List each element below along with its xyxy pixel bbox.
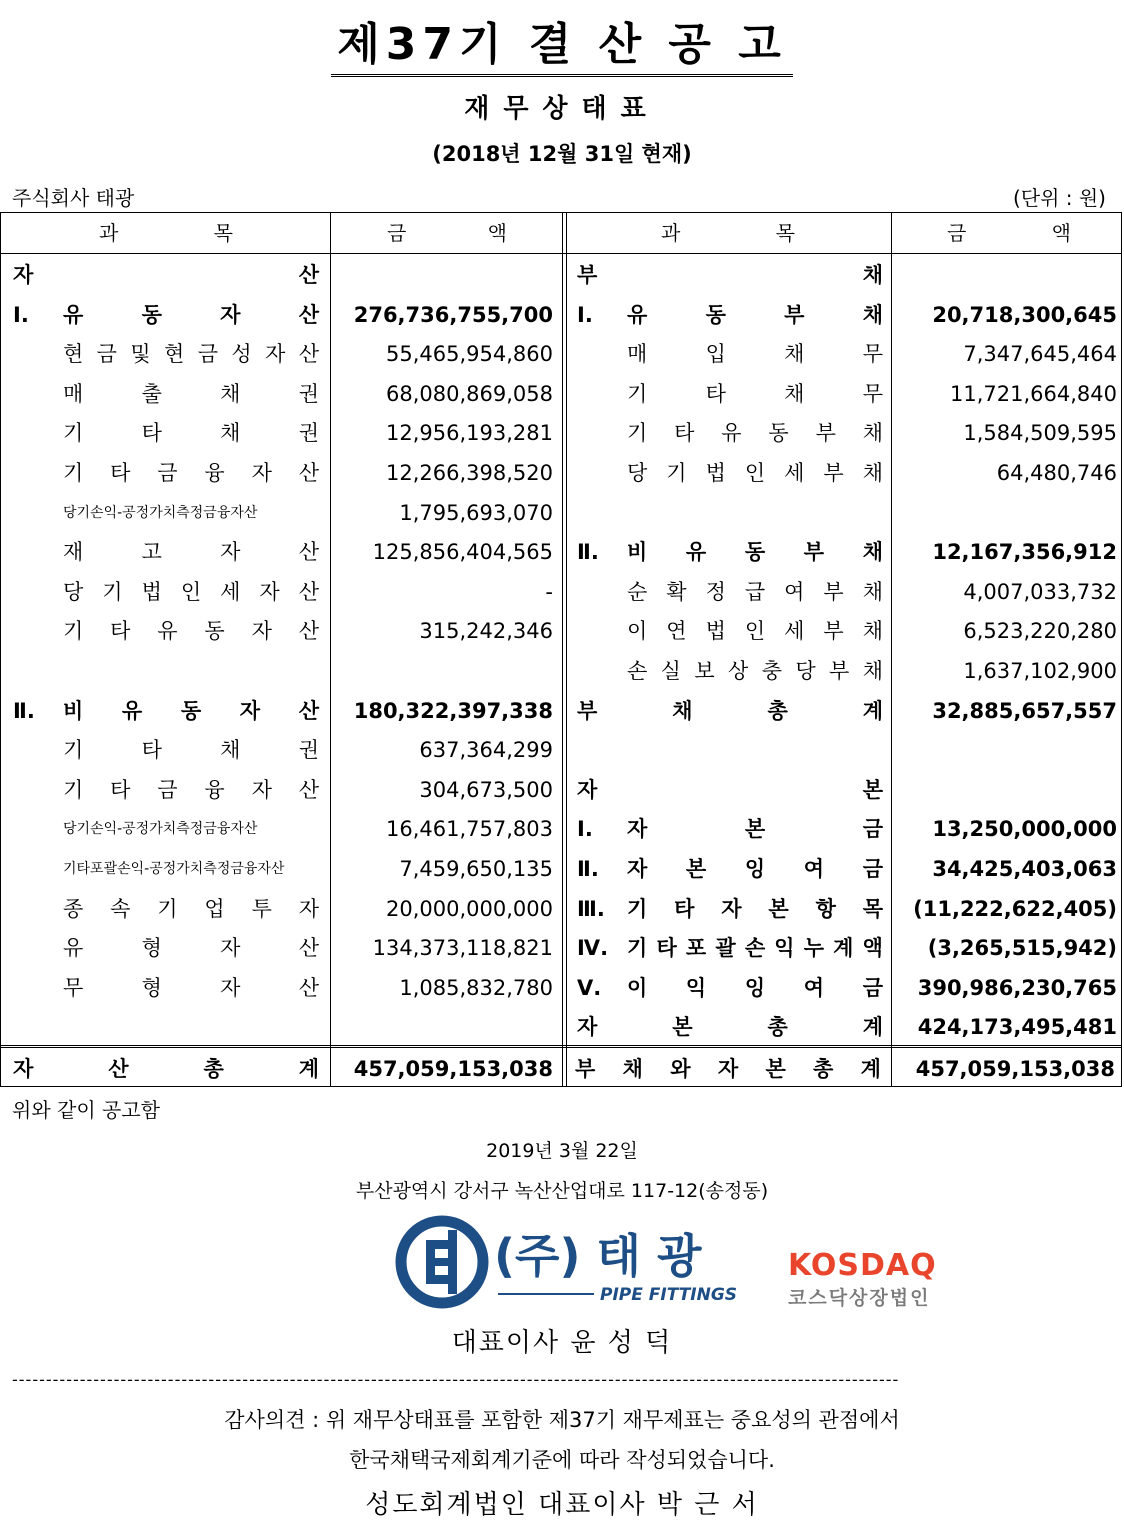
- statement-title: 재무상태표: [464, 94, 660, 124]
- left-row-label: 재 고 자 산: [63, 540, 319, 565]
- total-assets-label: 자 산 총 계: [13, 1057, 319, 1081]
- divider-line: -----------------------------------------------------------------------------------------------------------------------------------: [12, 1370, 900, 1389]
- right-row-number: Ⅱ.: [577, 857, 599, 881]
- left-row-label: 기 타 채 권: [63, 738, 319, 763]
- left-row-label: 무 형 자 산: [63, 975, 319, 1000]
- right-row-label: 기 타 자 본 항 목: [627, 896, 883, 921]
- right-row-amount: 6,523,220,280: [963, 619, 1117, 644]
- right-row-label: 기 타 채 무: [627, 381, 883, 406]
- right-row-number: Ⅳ.: [577, 936, 609, 961]
- ceo-name: 대표이사 윤 성 덕: [451, 1328, 673, 1358]
- left-row-label: 기 타 금 융 자 산: [63, 461, 319, 485]
- left-row-label: 현 금 및 현 금 성 자 산: [63, 342, 319, 367]
- left-row-label: 종 속 기 업 투 자: [63, 896, 319, 921]
- logo-sub-text: PIPE FITTINGS: [600, 1285, 738, 1305]
- right-row-amount: 32,885,657,557: [932, 698, 1117, 723]
- right-row-amount: (3,265,515,942): [927, 936, 1117, 961]
- company-logo: [390, 1210, 750, 1314]
- right-row-amount: 11,721,664,840: [950, 381, 1117, 406]
- right-row-label: 이 익 잉 여 금: [627, 975, 883, 1000]
- left-row-number: Ⅰ.: [13, 302, 29, 327]
- right-row-amount: (11,222,622,405): [913, 896, 1117, 921]
- right-row-label: 부 채: [577, 263, 883, 287]
- right-row-label: 자 본: [577, 777, 883, 802]
- right-row-amount: 4,007,033,732: [963, 579, 1117, 604]
- unit-label: (단위 : 원): [1012, 186, 1106, 210]
- statement-date: (2018년 12월 31일 현재): [432, 142, 692, 166]
- right-row-number: Ⅰ.: [577, 817, 593, 842]
- notice-date: 2019년 3월 22일: [486, 1140, 638, 1162]
- right-row-number: Ⅴ.: [577, 975, 602, 1000]
- left-row-number: Ⅱ.: [13, 698, 35, 723]
- right-row-label: 유 동 부 채: [627, 302, 883, 327]
- right-row-amount: 12,167,356,912: [932, 540, 1117, 565]
- right-row-amount: 20,718,300,645: [932, 302, 1117, 327]
- audit-opinion-line1: 감사의견 : 위 재무상태표를 포함한 제37기 재무제표는 중요성의 관점에서: [224, 1408, 900, 1432]
- left-row-amount: 20,000,000,000: [386, 896, 553, 921]
- right-row-label: 순 확 정 급 여 부 채: [627, 579, 883, 604]
- left-row-amount: 1,085,832,780: [399, 975, 553, 1000]
- right-row-amount: 34,425,403,063: [932, 857, 1117, 881]
- left-row-amount: 315,242,346: [419, 619, 553, 644]
- left-row-amount: 125,856,404,565: [372, 540, 553, 565]
- right-row-label: 손 실 보 상 충 당 부 채: [627, 659, 883, 683]
- company-address: 부산광역시 강서구 녹산산업대로 117-12(송정동): [355, 1180, 769, 1202]
- right-row-amount: 1,584,509,595: [963, 421, 1117, 446]
- left-row-label: 당기손익-공정가치측정금융자산: [63, 821, 258, 838]
- left-row-amount: 134,373,118,821: [372, 936, 553, 961]
- right-row-label: 기 타 포 괄 손 익 누 계 액: [627, 936, 883, 961]
- right-row-amount: 13,250,000,000: [932, 817, 1117, 842]
- right-row-amount: 424,173,495,481: [917, 1015, 1117, 1040]
- kosdaq-sub-text: 코스닥상장법인: [788, 1287, 931, 1309]
- left-row-label: 당기손익-공정가치측정금융자산: [63, 504, 258, 521]
- right-row-amount: 390,986,230,765: [917, 975, 1117, 1000]
- left-row-label: 유 형 자 산: [63, 936, 319, 961]
- right-row-label: 자 본 총 계: [577, 1015, 883, 1040]
- left-row-label: 기타포괄손익-공정가치측정금융자산: [63, 861, 285, 877]
- total-assets-amount: 457,059,153,038: [353, 1057, 553, 1081]
- left-row-label: 기 타 채 권: [63, 421, 319, 446]
- total-liab-equity-amount: 457,059,153,038: [915, 1057, 1115, 1081]
- right-row-number: Ⅱ.: [577, 540, 599, 565]
- left-row-label: 비 유 동 자 산: [63, 698, 319, 723]
- right-row-label: 자 본 금: [627, 817, 883, 842]
- right-row-label: 당 기 법 인 세 부 채: [627, 461, 883, 485]
- left-row-amount: 276,736,755,700: [353, 302, 553, 327]
- left-row-amount: 68,080,869,058: [386, 381, 553, 406]
- header-amount-right: 금 액: [947, 221, 1071, 245]
- left-row-amount: 16,461,757,803: [386, 817, 553, 842]
- audit-opinion-line2: 한국채택국제회계기준에 따라 작성되었습니다.: [349, 1448, 775, 1472]
- right-row-label: 기 타 유 동 부 채: [627, 421, 883, 446]
- right-row-label: 비 유 동 부 채: [627, 540, 883, 565]
- left-row-amount: 55,465,954,860: [386, 342, 553, 367]
- right-row-label: 이 연 법 인 세 부 채: [627, 619, 883, 644]
- left-row-label: 기 타 금 융 자 산: [63, 777, 319, 802]
- right-row-number: Ⅲ.: [577, 896, 605, 921]
- left-row-amount: 637,364,299: [419, 738, 553, 763]
- right-row-amount: 7,347,645,464: [963, 342, 1117, 367]
- left-row-amount: 12,266,398,520: [386, 461, 553, 485]
- balance-sheet-table: [0, 212, 1122, 1087]
- header-subject-right: 과 목: [661, 221, 795, 245]
- left-row-amount: -: [545, 579, 553, 604]
- kosdaq-text: KOSDAQ: [788, 1248, 937, 1283]
- right-row-amount: 1,637,102,900: [963, 659, 1117, 683]
- left-row-amount: 1,795,693,070: [399, 500, 553, 525]
- left-row-label: 자 산: [13, 263, 319, 287]
- total-liab-equity-label: 부 채 와 자 본 총 계: [575, 1057, 881, 1081]
- left-row-amount: 180,322,397,338: [353, 698, 553, 723]
- left-row-label: 당 기 법 인 세 자 산: [63, 579, 319, 604]
- left-row-label: 매 출 채 권: [63, 381, 319, 406]
- header-amount-left: 금 액: [387, 221, 507, 245]
- left-row-label: 유 동 자 산: [63, 302, 319, 327]
- notice-title: 제37기 결 산 공 고: [0, 18, 1124, 77]
- left-row-label: 기 타 유 동 자 산: [63, 619, 319, 644]
- right-row-label: 부 채 총 계: [577, 698, 883, 723]
- right-row-label: 매 입 채 무: [627, 342, 883, 367]
- left-row-amount: 304,673,500: [419, 777, 553, 802]
- company-name: 주식회사 태광: [12, 186, 135, 210]
- logo-main-text: (주) 태 광: [494, 1229, 702, 1283]
- header-subject-left: 과 목: [99, 221, 233, 245]
- right-row-number: Ⅰ.: [577, 302, 593, 327]
- notice-text: 위와 같이 공고함: [12, 1098, 160, 1122]
- kosdaq-badge: [788, 1248, 968, 1318]
- auditor-name: 성도회계법인 대표이사 박 근 서: [365, 1490, 759, 1520]
- right-row-amount: 64,480,746: [996, 461, 1117, 485]
- right-row-label: 자 본 잉 여 금: [627, 857, 883, 881]
- left-row-amount: 12,956,193,281: [386, 421, 553, 446]
- left-row-amount: 7,459,650,135: [399, 857, 553, 881]
